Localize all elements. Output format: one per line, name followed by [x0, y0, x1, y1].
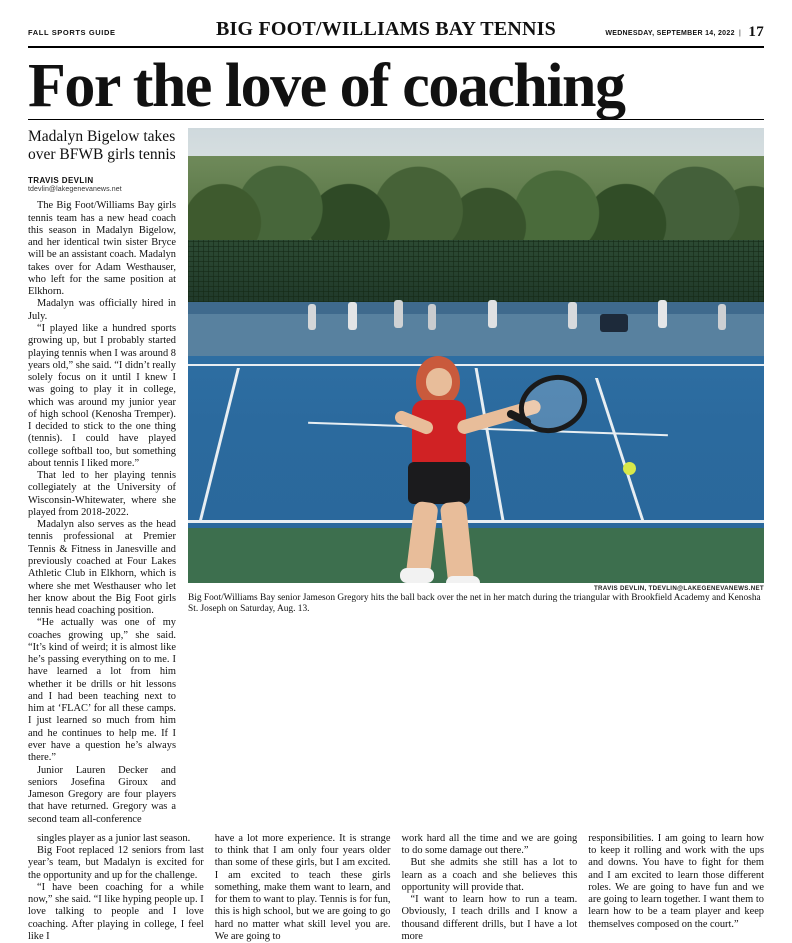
- paragraph: Madalyn was officially hired in July.: [28, 298, 176, 322]
- paragraph: The Big Foot/Williams Bay girls tennis team has a new head coach this season in Madalyn Bigelow, and her identical twin sister Bryce will be an assistant coach. Madalyn takes over for Adam Westhauser, who left for the same position at Elkhorn.: [28, 200, 176, 298]
- player-face: [426, 368, 452, 396]
- masthead: [28, 18, 764, 48]
- background-player: [658, 300, 667, 328]
- paragraph: Junior Lauren Decker and seniors Josefina Giroux and Jameson Gregory are four players that have returned. Gregory was a second team all-conference: [28, 764, 176, 825]
- upper-section: [28, 128, 764, 826]
- photo-court-apron-lower: [188, 528, 764, 583]
- background-player: [568, 302, 577, 329]
- equipment-bag: [600, 314, 628, 332]
- byline-author: TRAVIS DEVLIN: [28, 176, 94, 186]
- background-player: [488, 300, 497, 328]
- background-player: [348, 302, 357, 330]
- article-photo: [188, 128, 764, 583]
- background-player: [718, 304, 726, 330]
- photo-credit: TRAVIS DEVLIN, TDEVLIN@LAKEGENEVANEWS.NET: [593, 584, 764, 592]
- page-number: 17: [748, 24, 764, 40]
- paragraph: “I want to learn how to run a team. Obviously, I teach drills and I know a thousand different drills, but I have a lot more: [401, 894, 578, 942]
- masthead-section-label: FALL SPORTS GUIDE: [28, 28, 116, 37]
- photo-column: [188, 128, 764, 826]
- player-skirt: [408, 462, 470, 504]
- paragraph: “He actually was one of my coaches growing up,” she said. “It’s kind of weird; it is almost like he’s passing everything on to me. I have learned a lot from him whether it be drills or hit lessons and I had been teaching next to him at ‘FLAC’ for all these camps. I just learned so much from him and he continues to help me. If I ever have a question he’s always there.”: [28, 617, 176, 764]
- masthead-date: WEDNESDAY, SEPTEMBER 14, 2022: [605, 30, 735, 37]
- player-top: [412, 400, 466, 468]
- page-headline: For the love of coaching: [28, 52, 625, 120]
- paragraph: Madalyn also serves as the head tennis professional at Premier Tennis & Fitness in Janesville and previously coached at Four Lakes Athletic Club in Elkhorn, which is where she met Westhauser who let her know about the Big Foot girls tennis head coaching position.: [28, 519, 176, 617]
- paragraph: That led to her playing tennis collegiately at the University of Wisconsin-Whitewater, where she played from 2018-2022.: [28, 470, 176, 518]
- lower-columns: [28, 833, 764, 943]
- photo-far-court-inner: [188, 314, 764, 358]
- player-shoe-left: [400, 568, 434, 583]
- byline-email: tdevlin@lakegenevanews.net: [28, 186, 122, 194]
- masthead-title: BIG FOOT/WILLIAMS BAY TENNIS: [216, 18, 556, 40]
- paragraph: “I played like a hundred sports growing up, but I probably started playing tennis when I was around 8 years old,” she said. “I didn’t really solely focus on it until I knew I was going to play it in college, which was around my junior year of high school (Kenosha Tremper). I decided to stick to the one thing (tennis). I could have played college softball too, but something about tennis I liked more.”: [28, 322, 176, 469]
- article-body-column-4: [402, 833, 578, 943]
- article-body-column-3: [215, 833, 391, 943]
- article-body-column-2: [28, 833, 204, 943]
- paragraph: have a lot more experience. It is strange to think that I am only four years older than some of these girls, but I am excited. I am excited to teach these girls something, make them want to learn, and for them to want to play. Tennis is for fun, this is high school, but we are going to go hard no matter what skill level you are. We are going to: [214, 832, 391, 942]
- paragraph: responsibilities. I am going to learn how to keep it rolling and work with the ups and downs. You have to fight for them and I am excited to learn those different roles. We are going to have fun and we are going to learn together. I want them to learn how to be a team player and keep themselves composed on the court.”: [588, 832, 764, 930]
- paragraph: Big Foot replaced 12 seniors from last year’s team, but Madalyn is excited for the opportunity and up for the challenge.: [28, 845, 204, 881]
- left-column: [28, 128, 176, 826]
- paragraph: “I have been coaching for a while now,” she said. “I like hyping people up. I love talking to people and I love coaching. After playing in college, I feel like I: [28, 881, 204, 942]
- background-player: [428, 304, 436, 330]
- tennis-ball: [623, 462, 636, 475]
- article-deck: Madalyn Bigelow takes over BFWB girls tennis: [28, 127, 176, 164]
- masthead-separator: |: [739, 30, 742, 37]
- background-player: [308, 304, 316, 330]
- photo-caption: Big Foot/Williams Bay senior Jameson Gregory hits the ball back over the net in her match during the triangular with Brookfield Academy and Kenosha St. Joseph on Saturday, Aug. 13.: [188, 592, 761, 615]
- photo-court-line: [188, 520, 764, 523]
- background-player: [394, 300, 403, 328]
- player-shoe-right: [446, 576, 480, 583]
- paragraph: singles player as a junior last season.: [37, 832, 191, 844]
- photo-court-line: [188, 364, 764, 366]
- photo-treeline: [188, 156, 764, 251]
- article-body-column-1: [28, 200, 176, 826]
- paragraph: But she admits she still has a lot to learn as a coach and she believes this opportunity will provide that.: [401, 857, 578, 893]
- article-body-column-5: [588, 833, 764, 943]
- masthead-date-page: [594, 24, 764, 41]
- photo-fence: [188, 240, 764, 304]
- paragraph: work hard all the time and we are going to do some damage out there.”: [401, 832, 578, 857]
